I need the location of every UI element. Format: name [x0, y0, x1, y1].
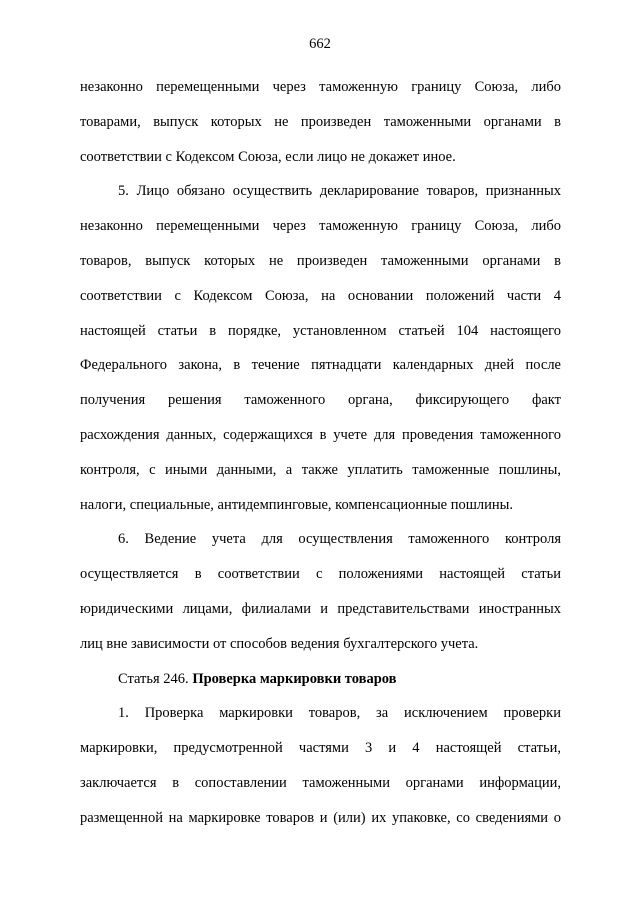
text-line: 6. Ведение учета для осуществления таможенного контроля	[118, 531, 561, 548]
text-line: получения решения таможенного органа, фиксирующего факт	[80, 392, 561, 409]
text-line: контроля, с иными данными, а также уплатить таможенные пошлины,	[80, 461, 561, 478]
document-body	[80, 70, 561, 836]
page-number: 662	[309, 36, 331, 52]
text-line: 1. Проверка маркировки товаров, за исключением проверки	[118, 705, 561, 722]
text-line: лиц вне зависимости от способов ведения бухгалтерского учета.	[80, 635, 479, 652]
article-title: Проверка маркировки товаров	[192, 670, 397, 687]
text-line: незаконно перемещенными через таможенную границу Союза, либо	[80, 218, 561, 235]
text-line: налоги, специальные, антидемпинговые, компенсационные пошлины.	[80, 496, 514, 513]
text-line: Федерального закона, в течение пятнадцати календарных дней после	[80, 357, 561, 374]
paragraph-5	[80, 174, 561, 522]
text-line: товарами, выпуск которых не произведен таможенными органами в	[80, 113, 561, 130]
text-line: маркировки, предусмотренной частями 3 и 4 настоящей статьи,	[80, 740, 561, 757]
text-line: настоящей статьи в порядке, установленном статьей 104 настоящего	[80, 322, 561, 339]
article-heading	[80, 662, 561, 697]
text-line: осуществляется в соответствии с положениями настоящей статьи	[80, 566, 561, 583]
text-line: заключается в сопоставлении таможенными органами информации,	[80, 774, 561, 791]
text-line: 5. Лицо обязано осуществить декларирование товаров, признанных	[118, 183, 561, 200]
text-line: соответствии с Кодексом Союза, на основании положений части 4	[80, 287, 561, 304]
text-line: расхождения данных, содержащихся в учете для проведения таможенного	[80, 426, 561, 443]
article-label: Статья 246.	[118, 670, 189, 687]
text-line: незаконно перемещенными через таможенную границу Союза, либо	[80, 79, 561, 95]
paragraph-continuation	[80, 70, 561, 174]
text-line: соответствии с Кодексом Союза, если лицо не докажет иное.	[80, 148, 456, 165]
paragraph-6	[80, 522, 561, 661]
paragraph-1	[80, 696, 561, 835]
text-line: товаров, выпуск которых не произведен таможенными органами в	[80, 252, 561, 269]
text-line: юридическими лицами, филиалами и представительствами иностранных	[80, 600, 561, 617]
text-line: размещенной на маркировке товаров и (или) их упаковке, со сведениями о	[80, 809, 561, 826]
